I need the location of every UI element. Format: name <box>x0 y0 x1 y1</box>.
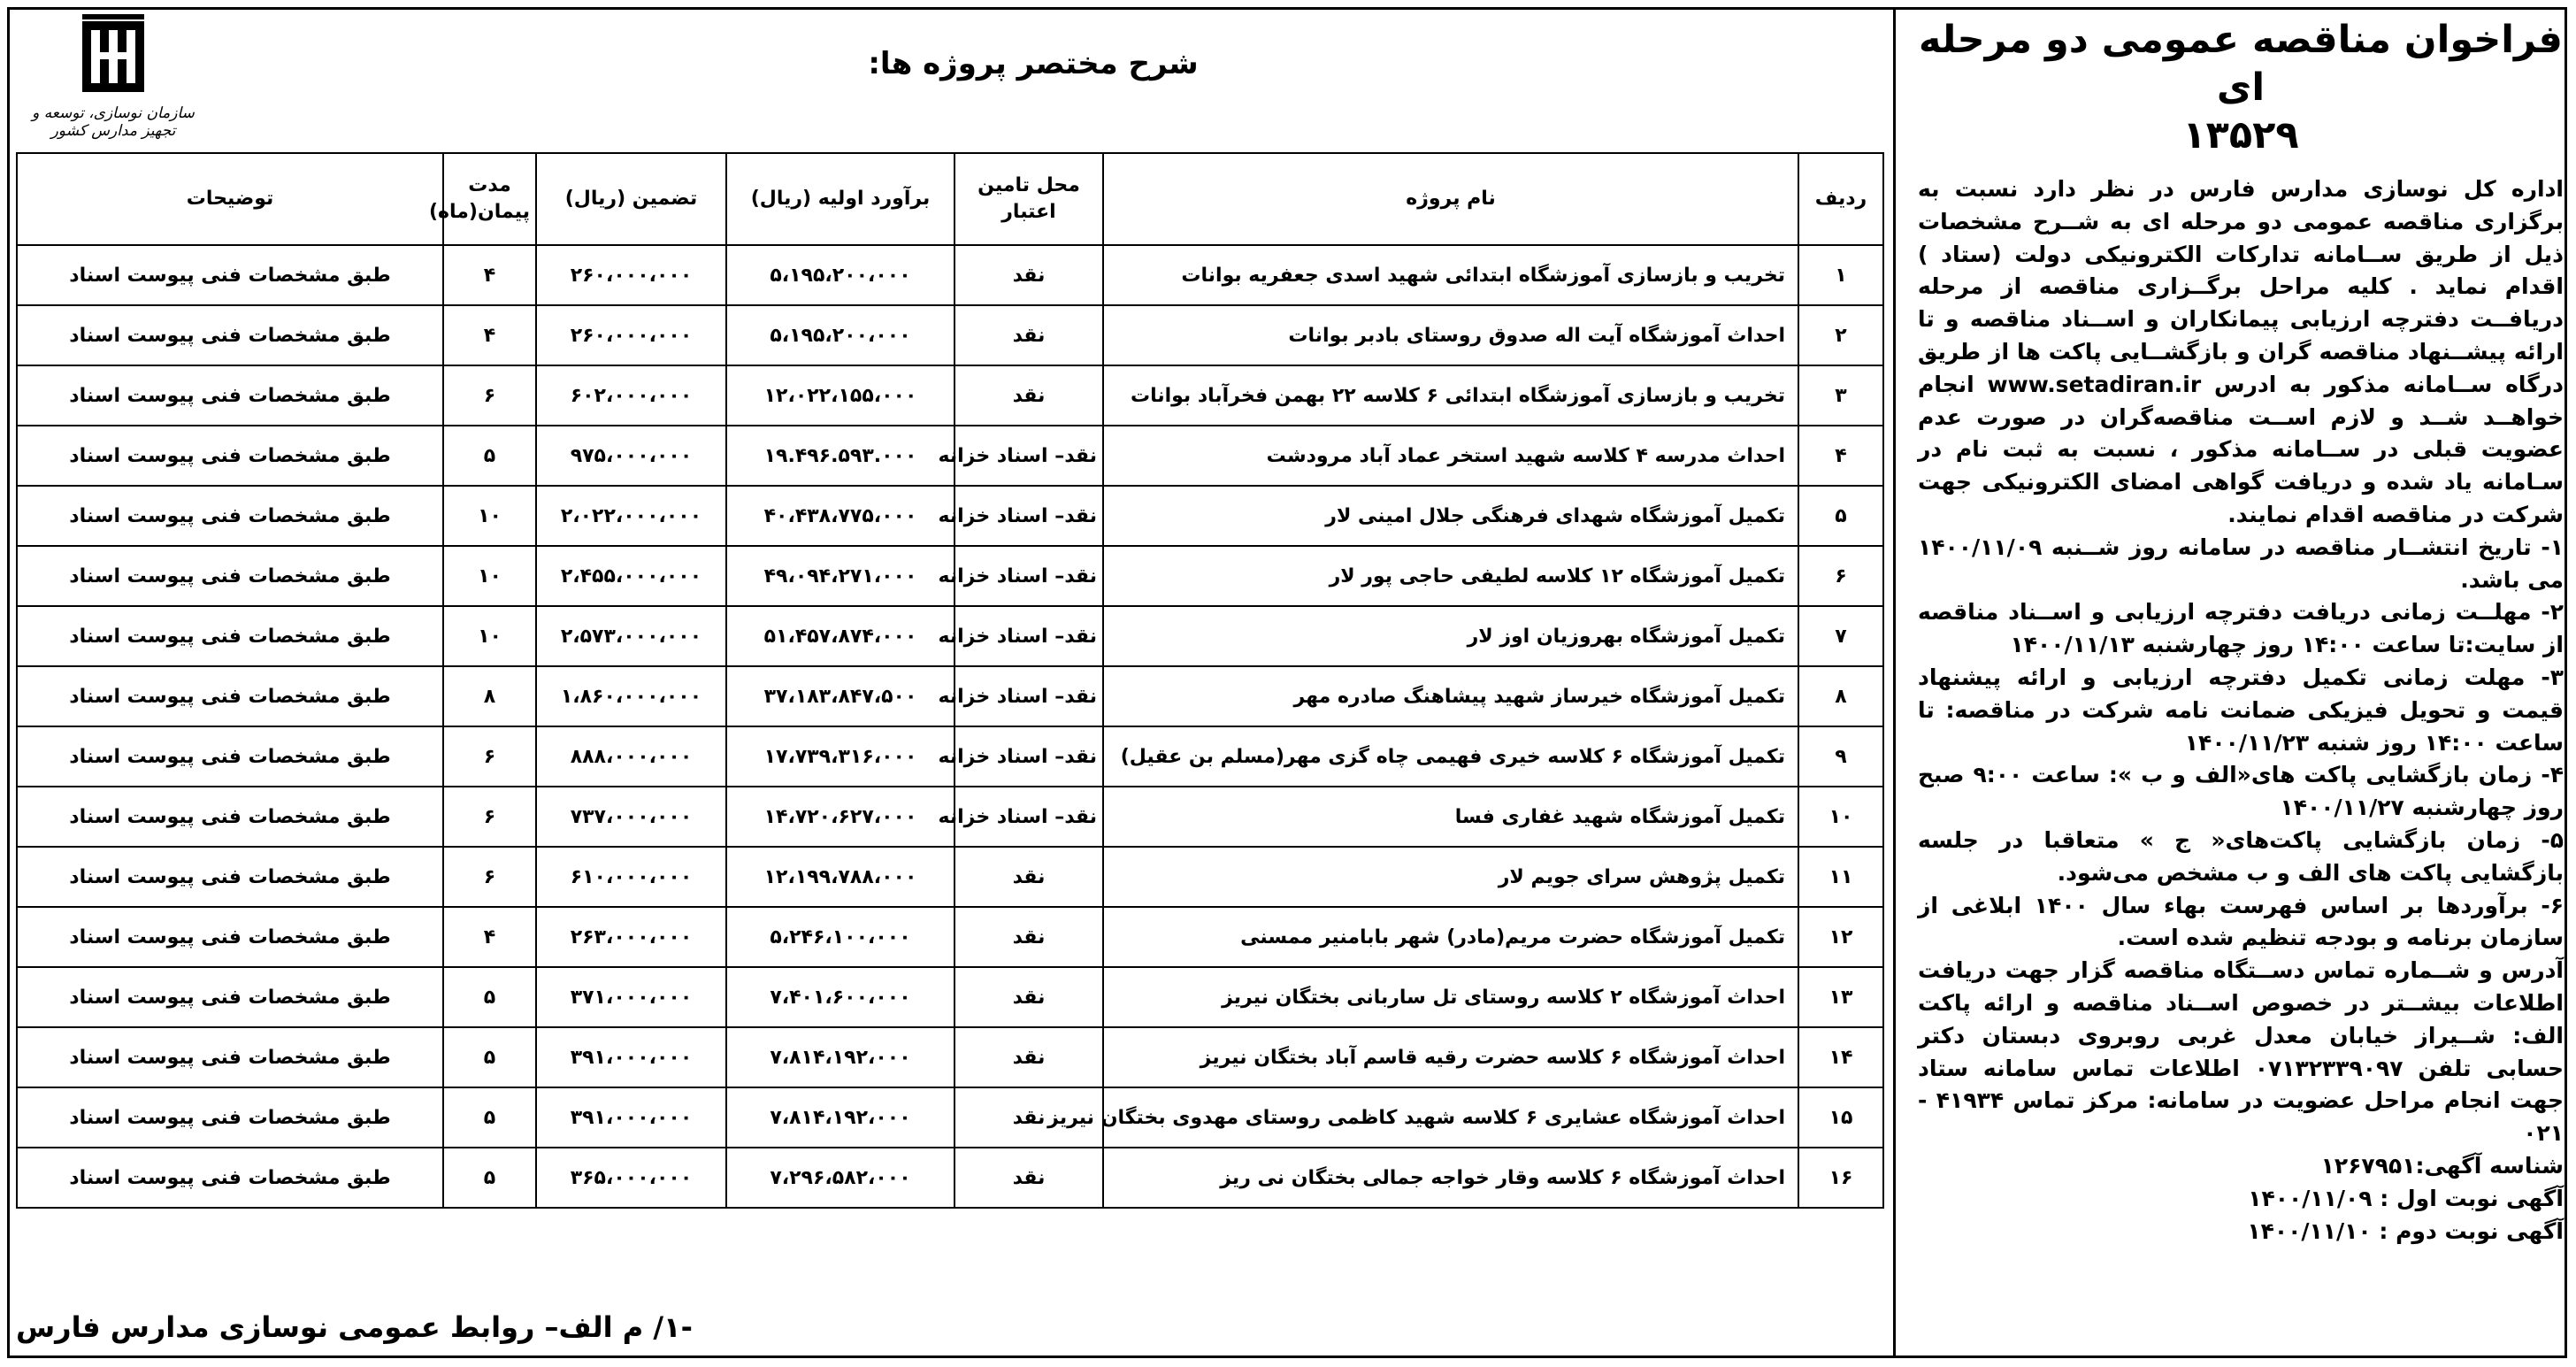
cell-project-name: احداث آموزشگاه عشایری ۶ کلاسه شهید کاظمی روستای مهدوی بختگان نیریز <box>1103 1087 1798 1148</box>
cell-row-number: ۱۶ <box>1798 1148 1883 1208</box>
announcement-ad-id: شناسه آگهی:۱۲۶۷۹۵۱ <box>2320 1152 2564 1179</box>
cell-notes: طبق مشخصات فنی پیوست اسناد <box>17 486 443 546</box>
cell-guarantee: ۶۱۰،۰۰۰،۰۰۰ <box>536 847 726 907</box>
cell-row-number: ۱ <box>1798 245 1883 305</box>
cell-row-number: ۱۴ <box>1798 1027 1883 1087</box>
cell-row-number: ۱۲ <box>1798 907 1883 967</box>
cell-duration: ۵ <box>443 1027 536 1087</box>
cell-project-name: تکمیل آموزشگاه حضرت مریم(مادر) شهر بابامنیر ممسنی <box>1103 907 1798 967</box>
cell-project-name: تکمیل آموزشگاه شهدای فرهنگی جلال امینی لار <box>1103 486 1798 546</box>
cell-project-name: تکمیل آموزشگاه ۱۲ کلاسه لطیفی حاجی پور لار <box>1103 546 1798 606</box>
header-notes: توضیحات <box>17 153 443 245</box>
announcement-contact: آدرس و شــماره تماس دســتگاه مناقصه گزار جهت دریافت اطلاعات بیشــتر در خصوص اســناد مناقصه و ارائه پاکت الف: شــیراز خیابان معدل غربی روبروی دبستان دکتر حسابی تلفن ۰۷۱۳۲۳۳۹۰۹۷ اطلاعات تماس سامانه ستاد جهت انجام مراحل عضویت در سامانه: مرکز تماس ۴۱۹۳۴ - ۰۲۱ <box>1918 957 2564 1147</box>
cell-funding-source: نقد– اسناد خزانه <box>954 606 1103 666</box>
cell-initial-estimate: ۵،۱۹۵،۲۰۰،۰۰۰ <box>726 245 954 305</box>
cell-project-name: تکمیل پژوهش سرای جویم لار <box>1103 847 1798 907</box>
cell-row-number: ۴ <box>1798 426 1883 486</box>
table-header-row <box>17 153 1883 245</box>
cell-duration: ۶ <box>443 787 536 847</box>
cell-project-name: احداث مدرسه ۴ کلاسه شهید استخر عماد آباد مرودشت <box>1103 426 1798 486</box>
cell-initial-estimate: ۵،۱۹۵،۲۰۰،۰۰۰ <box>726 305 954 365</box>
table-row <box>17 1148 1883 1208</box>
cell-initial-estimate: ۷،۲۹۶،۵۸۲،۰۰۰ <box>726 1148 954 1208</box>
cell-project-name: احداث آموزشگاه ۲ کلاسه روستای تل ساربانی بختگان نیریز <box>1103 967 1798 1027</box>
cell-initial-estimate: ۱۲،۰۲۲،۱۵۵،۰۰۰ <box>726 365 954 426</box>
table-row <box>17 245 1883 305</box>
cell-duration: ۵ <box>443 426 536 486</box>
table-row <box>17 847 1883 907</box>
header-initial-estimate: برآورد اولیه (ریال) <box>726 153 954 245</box>
announcement-item-4: ۴- زمان بازگشایی پاکت های«الف و ب »: ساعت ۹:۰۰ صبح روز چهارشنبه ۱۴۰۰/۱۱/۲۷ <box>1918 762 2564 821</box>
cell-project-name: تخریب و بازسازی آموزشگاه ابتدائی شهید اسدی جعفریه بوانات <box>1103 245 1798 305</box>
cell-row-number: ۶ <box>1798 546 1883 606</box>
cell-row-number: ۱۳ <box>1798 967 1883 1027</box>
cell-guarantee: ۲۶۳،۰۰۰،۰۰۰ <box>536 907 726 967</box>
table-row <box>17 486 1883 546</box>
cell-notes: طبق مشخصات فنی پیوست اسناد <box>17 426 443 486</box>
cell-initial-estimate: ۳۷،۱۸۳،۸۴۷،۵۰۰ <box>726 666 954 726</box>
table-row <box>17 787 1883 847</box>
cell-funding-source: نقد <box>954 365 1103 426</box>
table-row <box>17 967 1883 1027</box>
cell-guarantee: ۲۶۰،۰۰۰،۰۰۰ <box>536 305 726 365</box>
cell-project-name: تکمیل آموزشگاه شهید غفاری فسا <box>1103 787 1798 847</box>
cell-initial-estimate: ۱۹.۴۹۶.۵۹۳.۰۰۰ <box>726 426 954 486</box>
cell-guarantee: ۳۹۱،۰۰۰،۰۰۰ <box>536 1087 726 1148</box>
table-row <box>17 606 1883 666</box>
table-row <box>17 365 1883 426</box>
cell-duration: ۶ <box>443 726 536 787</box>
cell-funding-source: نقد <box>954 305 1103 365</box>
logo-caption: سازمان نوسازی، توسعه و تجهیز مدارس کشور <box>32 104 195 140</box>
cell-notes: طبق مشخصات فنی پیوست اسناد <box>17 365 443 426</box>
cell-guarantee: ۳۹۱،۰۰۰،۰۰۰ <box>536 1027 726 1087</box>
cell-row-number: ۸ <box>1798 666 1883 726</box>
announcement-item-2: ۲- مهلــت زمانی دریافت دفترچه ارزیابی و اســناد مناقصه از سایت:تا ساعت ۱۴:۰۰ روز چهارشنبه ۱۴۰۰/۱۱/۱۳ <box>1918 599 2564 658</box>
cell-guarantee: ۹۷۵،۰۰۰،۰۰۰ <box>536 426 726 486</box>
projects-area <box>16 12 1884 1355</box>
header-funding-source: محل تامین اعتبار <box>954 153 1103 245</box>
cell-funding-source: نقد <box>954 967 1103 1027</box>
announcement-column <box>1918 16 2564 1355</box>
cell-funding-source: نقد– اسناد خزانه <box>954 546 1103 606</box>
cell-funding-source: نقد <box>954 245 1103 305</box>
table-row <box>17 666 1883 726</box>
cell-duration: ۸ <box>443 666 536 726</box>
cell-guarantee: ۳۶۵،۰۰۰،۰۰۰ <box>536 1148 726 1208</box>
announcement-title <box>1918 16 2564 159</box>
cell-initial-estimate: ۵،۲۴۶،۱۰۰،۰۰۰ <box>726 907 954 967</box>
announcement-first-run: آگهی نوبت اول : ۱۴۰۰/۱۱/۰۹ <box>2248 1185 2564 1211</box>
cell-guarantee: ۷۳۷،۰۰۰،۰۰۰ <box>536 787 726 847</box>
cell-project-name: احداث آموزشگاه ۶ کلاسه وقار خواجه جمالی بختگان نی ریز <box>1103 1148 1798 1208</box>
cell-project-name: تخریب و بازسازی آموزشگاه ابتدائی ۶ کلاسه ۲۲ بهمن فخرآباد بوانات <box>1103 365 1798 426</box>
header-duration: مدت پیمان(ماه) <box>443 153 536 245</box>
cell-funding-source: نقد– اسناد خزانه <box>954 666 1103 726</box>
cell-funding-source: نقد– اسناد خزانه <box>954 426 1103 486</box>
header-guarantee: تضمین (ریال) <box>536 153 726 245</box>
cell-row-number: ۷ <box>1798 606 1883 666</box>
table-row <box>17 546 1883 606</box>
announcement-second-run: آگهی نوبت دوم : ۱۴۰۰/۱۱/۱۰ <box>2247 1217 2564 1244</box>
cell-project-name: احداث آموزشگاه ۶ کلاسه حضرت رقیه قاسم آباد بختگان نیریز <box>1103 1027 1798 1087</box>
column-divider <box>1893 7 1896 1358</box>
cell-duration: ۴ <box>443 305 536 365</box>
cell-project-name: تکمیل آموزشگاه خیرساز شهید پیشاهنگ صادره مهر <box>1103 666 1798 726</box>
cell-notes: طبق مشخصات فنی پیوست اسناد <box>17 967 443 1027</box>
cell-row-number: ۱۰ <box>1798 787 1883 847</box>
cell-funding-source: نقد– اسناد خزانه <box>954 726 1103 787</box>
cell-notes: طبق مشخصات فنی پیوست اسناد <box>17 907 443 967</box>
cell-funding-source: نقد <box>954 847 1103 907</box>
cell-guarantee: ۱،۸۶۰،۰۰۰،۰۰۰ <box>536 666 726 726</box>
cell-duration: ۱۰ <box>443 486 536 546</box>
cell-duration: ۴ <box>443 245 536 305</box>
cell-notes: طبق مشخصات فنی پیوست اسناد <box>17 726 443 787</box>
announcement-title-line1: فراخوان مناقصه عمومی دو مرحله ای <box>1919 18 2563 110</box>
table-row <box>17 726 1883 787</box>
cell-initial-estimate: ۱۲،۱۹۹،۷۸۸،۰۰۰ <box>726 847 954 907</box>
table-row <box>17 1087 1883 1148</box>
cell-row-number: ۳ <box>1798 365 1883 426</box>
cell-notes: طبق مشخصات فنی پیوست اسناد <box>17 1148 443 1208</box>
cell-guarantee: ۲،۴۵۵،۰۰۰،۰۰۰ <box>536 546 726 606</box>
cell-initial-estimate: ۷،۸۱۴،۱۹۲،۰۰۰ <box>726 1087 954 1148</box>
table-title: شرح مختصر پروژه ها: <box>868 46 1199 81</box>
cell-funding-source: نقد– اسناد خزانه <box>954 787 1103 847</box>
cell-guarantee: ۲،۵۷۳،۰۰۰،۰۰۰ <box>536 606 726 666</box>
cell-initial-estimate: ۷،۴۰۱،۶۰۰،۰۰۰ <box>726 967 954 1027</box>
cell-project-name: تکمیل آموزشگاه ۶ کلاسه خیری فهیمی چاه گزی مهر(مسلم بن عقیل) <box>1103 726 1798 787</box>
header-row-number: ردیف <box>1798 153 1883 245</box>
cell-duration: ۴ <box>443 907 536 967</box>
cell-notes: طبق مشخصات فنی پیوست اسناد <box>17 1027 443 1087</box>
cell-row-number: ۹ <box>1798 726 1883 787</box>
table-row <box>17 305 1883 365</box>
announcement-item-1: ۱- تاریخ انتشــار مناقصه در سامانه روز شــنبه ۱۴۰۰/۱۱/۰۹ می باشد. <box>1918 534 2564 593</box>
cell-initial-estimate: ۷،۸۱۴،۱۹۲،۰۰۰ <box>726 1027 954 1087</box>
cell-notes: طبق مشخصات فنی پیوست اسناد <box>17 305 443 365</box>
cell-project-name: احداث آموزشگاه آیت اله صدوق روستای بادبر بوانات <box>1103 305 1798 365</box>
cell-initial-estimate: ۱۷،۷۳۹،۳۱۶،۰۰۰ <box>726 726 954 787</box>
cell-initial-estimate: ۴۹،۰۹۴،۲۷۱،۰۰۰ <box>726 546 954 606</box>
cell-duration: ۱۰ <box>443 606 536 666</box>
organization-logo <box>16 12 211 140</box>
projects-table <box>16 152 1884 1209</box>
cell-duration: ۶ <box>443 847 536 907</box>
announcement-body <box>1918 173 2564 1248</box>
table-row <box>17 1027 1883 1087</box>
cell-guarantee: ۲،۰۲۲،۰۰۰،۰۰۰ <box>536 486 726 546</box>
cell-initial-estimate: ۵۱،۴۵۷،۸۷۴،۰۰۰ <box>726 606 954 666</box>
announcement-item-3: ۳- مهلت زمانی تکمیل دفترچه ارزیابی و ارائه پیشنهاد قیمت و تحویل فیزیکی ضمانت نامه شرکت در مناقصه: تا ساعت ۱۴:۰۰ روز شنبه ۱۴۰۰/۱۱/۲۳ <box>1918 664 2564 756</box>
announcement-intro: اداره کل نوسازی مدارس فارس در نظر دارد نسبت به برگزاری مناقصه عمومی دو مرحله ای به شــرح مشخصات ذیل از طریق ســامانه تدارکات الکترونیکی دولت (ستاد ) اقدام نماید . کلیه مراحل برگــزاری مناقصه از مرحله دریافــت دفترچه ارزیابی پیمانکاران و اســناد مناقصه و تا ارائه پیشــنهاد مناقصه گران و بازگشــایی پاکت ها از طریق درگاه ســامانه مذکور به ادرس www.setadiran.ir انجام خواهــد شــد و لازم اســت مناقصه‌گران در صورت عدم عضویت قبلی در ســامانه مذکور ، نسبت به ثبت نام در سـامانه یاد شده و دریافت گواهی امضای الکترونیکی جهت شرکت در مناقصه اقدام نمایند. <box>1918 176 2564 527</box>
cell-duration: ۱۰ <box>443 546 536 606</box>
table-row <box>17 907 1883 967</box>
cell-duration: ۵ <box>443 967 536 1027</box>
header-project-name: نام پروژه <box>1103 153 1798 245</box>
cell-notes: طبق مشخصات فنی پیوست اسناد <box>17 666 443 726</box>
cell-row-number: ۵ <box>1798 486 1883 546</box>
cell-row-number: ۲ <box>1798 305 1883 365</box>
cell-row-number: ۱۱ <box>1798 847 1883 907</box>
cell-notes: طبق مشخصات فنی پیوست اسناد <box>17 787 443 847</box>
cell-initial-estimate: ۴۰،۴۳۸،۷۷۵،۰۰۰ <box>726 486 954 546</box>
cell-funding-source: نقد <box>954 1027 1103 1087</box>
cell-notes: طبق مشخصات فنی پیوست اسناد <box>17 245 443 305</box>
emblem-icon <box>65 12 162 101</box>
announcement-item-6: ۶- برآوردها بر اساس فهرست بهاء سال ۱۴۰۰ ابلاغی از سازمان برنامه و بودجه تنظیم شده است. <box>1918 892 2564 951</box>
cell-guarantee: ۲۶۰،۰۰۰،۰۰۰ <box>536 245 726 305</box>
cell-duration: ۶ <box>443 365 536 426</box>
cell-row-number: ۱۵ <box>1798 1087 1883 1148</box>
cell-notes: طبق مشخصات فنی پیوست اسناد <box>17 546 443 606</box>
cell-guarantee: ۶۰۲،۰۰۰،۰۰۰ <box>536 365 726 426</box>
cell-notes: طبق مشخصات فنی پیوست اسناد <box>17 1087 443 1148</box>
announcement-title-number: ۱۳۵۲۹ <box>2182 113 2299 157</box>
cell-initial-estimate: ۱۴،۷۲۰،۶۲۷،۰۰۰ <box>726 787 954 847</box>
cell-funding-source: نقد <box>954 1148 1103 1208</box>
cell-duration: ۵ <box>443 1087 536 1148</box>
cell-project-name: تکمیل آموزشگاه بهروزیان اوز لار <box>1103 606 1798 666</box>
cell-funding-source: نقد <box>954 907 1103 967</box>
cell-duration: ۵ <box>443 1148 536 1208</box>
cell-funding-source: نقد– اسناد خزانه <box>954 486 1103 546</box>
cell-guarantee: ۸۸۸،۰۰۰،۰۰۰ <box>536 726 726 787</box>
footer-signature: -۱/ م الف– روابط عمومی نوسازی مدارس فارس <box>16 1310 693 1344</box>
announcement-item-5: ۵- زمان بازگشایی پاکت‌های« ج » متعاقبا در جلسه بازگشایی پاکت های الف و ب مشخص می‌شود. <box>1918 826 2564 886</box>
cell-notes: طبق مشخصات فنی پیوست اسناد <box>17 606 443 666</box>
cell-funding-source: نقد <box>954 1087 1103 1148</box>
cell-guarantee: ۳۷۱،۰۰۰،۰۰۰ <box>536 967 726 1027</box>
cell-notes: طبق مشخصات فنی پیوست اسناد <box>17 847 443 907</box>
table-row <box>17 426 1883 486</box>
